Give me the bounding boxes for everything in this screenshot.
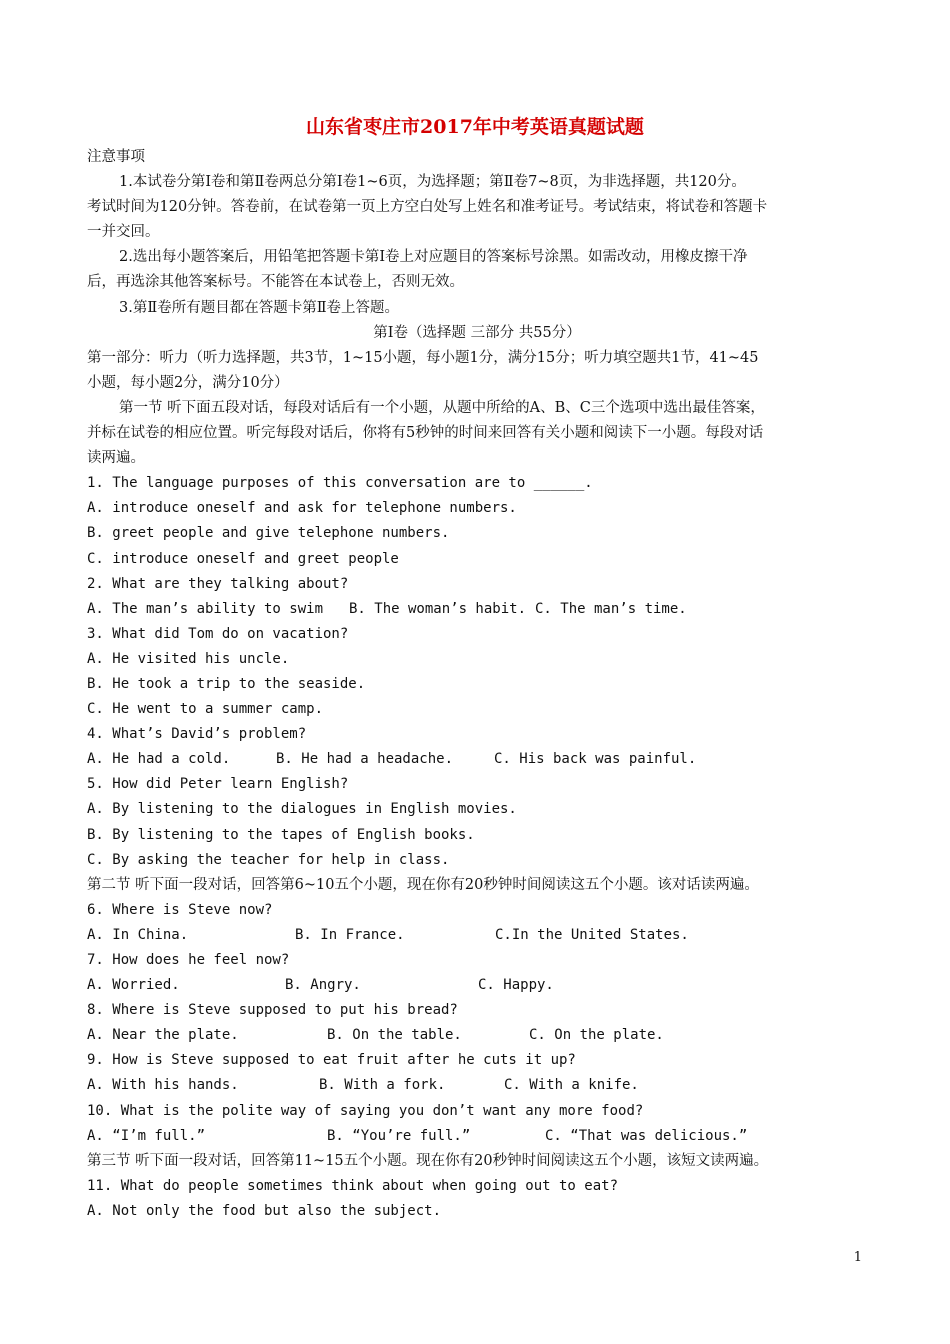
- question-11: 11. What do people sometimes think about when going out to eat?: [87, 1177, 619, 1194]
- notice-line: 考试时间为120分钟。答卷前，在试卷第一页上方空白处写上姓名和准考证号。考试结束，将试卷和答题卡: [87, 199, 768, 216]
- question-3: 3. What did Tom do on vacation?: [87, 625, 349, 642]
- option-b: B. With a fork.: [319, 1077, 446, 1094]
- option-c: C. On the plate.: [529, 1027, 664, 1044]
- exam-body: [87, 145, 867, 1224]
- option-b: B. Angry.: [285, 977, 361, 994]
- page-number: 1: [853, 1250, 862, 1265]
- option-a: A. introduce oneself and ask for telephone numbers.: [87, 500, 517, 517]
- option-a: A. The man’s ability to swim: [87, 600, 324, 617]
- option-b: B. By listening to the tapes of English books.: [87, 826, 475, 843]
- option-b: B. He had a headache.: [276, 751, 454, 768]
- options-row: [87, 973, 867, 998]
- question-7: 7. How does he feel now?: [87, 952, 290, 968]
- notice-line: 3.第Ⅱ卷所有题目都在答题卡第Ⅱ卷上答题。: [119, 299, 400, 316]
- option-c: C. Happy.: [478, 977, 554, 994]
- part1-line: 第一部分：听力（听力选择题，共3节，1~15小题，每小题1分，满分15分；听力填空题共1节，41~45: [87, 349, 759, 366]
- option-a: A. By listening to the dialogues in English movies.: [87, 801, 517, 818]
- notice-line: 一并交回。: [87, 224, 160, 241]
- option-c: C. His back was painful.: [494, 751, 697, 768]
- option-b: B. He took a trip to the seaside.: [87, 675, 366, 692]
- option-c: C. By asking the teacher for help in class.: [87, 851, 450, 868]
- page-title: 山东省枣庄市2017年中考英语真题试题: [306, 116, 644, 138]
- question-4: 4. What’s David’s problem?: [87, 726, 307, 743]
- question-9: 9. How is Steve supposed to eat fruit after he cuts it up?: [87, 1052, 576, 1069]
- options-row: [87, 747, 867, 772]
- option-c: C. He went to a summer camp.: [87, 701, 324, 718]
- sec3-instruction: 第三节 听下面一段对话，回答第11~15五个小题。现在你有20秒钟时间阅读这五个小题，该短文读两遍。: [87, 1152, 769, 1169]
- option-a: A. He visited his uncle.: [87, 650, 290, 667]
- option-b: B. The woman’s habit.: [349, 600, 527, 617]
- sec2-instruction: 第二节 听下面一段对话，回答第6~10五个小题，现在你有20秒钟时间阅读这五个小题。该对话读两遍。: [87, 876, 759, 893]
- option-a: A. “I’m full.”: [87, 1127, 206, 1144]
- option-c: C. With a knife.: [504, 1077, 639, 1094]
- option-c: C. The man’s time.: [535, 600, 687, 617]
- option-a: A. Near the plate.: [87, 1027, 239, 1044]
- option-c: C. “That was delicious.”: [545, 1127, 748, 1144]
- options-row: [87, 597, 867, 622]
- question-6: 6. Where is Steve now?: [87, 901, 273, 918]
- question-5: 5. How did Peter learn English?: [87, 776, 349, 793]
- option-c: C.In the United States.: [495, 926, 689, 943]
- question-2: 2. What are they talking about?: [87, 575, 349, 592]
- option-b: B. In France.: [295, 926, 405, 943]
- option-a: A. In China.: [87, 926, 189, 943]
- options-row: [87, 923, 867, 948]
- options-row: [87, 1124, 867, 1149]
- option-b: B. “You’re full.”: [327, 1127, 471, 1144]
- notice-line: 后，再选涂其他答案标号。不能答在本试卷上，否则无效。: [87, 274, 464, 291]
- part1-line: 小题，每小题2分，满分10分）: [87, 374, 289, 391]
- notice-line: 1.本试卷分第Ⅰ卷和第Ⅱ卷两总分第Ⅰ卷1~6页，为选择题；第Ⅱ卷7~8页，为非选择题，共120分。: [119, 174, 746, 191]
- notice-heading: 注意事项: [87, 149, 145, 165]
- option-a: A. Worried.: [87, 977, 180, 994]
- options-row: [87, 1073, 867, 1098]
- option-c: C. introduce oneself and greet people: [87, 550, 399, 567]
- question-1: 1. The language purposes of this conversation are to ______.: [87, 475, 593, 492]
- option-a: A. With his hands.: [87, 1077, 239, 1094]
- section-title: 第Ⅰ卷（选择题 三部分 共55分）: [373, 324, 581, 341]
- sec1-instruction: 第一节 听下面五段对话，每段对话后有一个小题，从题中所给的A、B、C三个选项中选出最佳答案，: [119, 399, 765, 416]
- question-10: 10. What is the polite way of saying you don’t want any more food?: [87, 1102, 644, 1119]
- sec1-instruction: 读两遍。: [87, 450, 145, 467]
- sec1-instruction: 并标在试卷的相应位置。听完每段对话后，你将有5秒钟的时间来回答有关小题和阅读下一小题。每段对话: [87, 425, 764, 442]
- options-row: [87, 1023, 867, 1048]
- option-a: A. Not only the food but also the subject.: [87, 1202, 442, 1219]
- option-a: A. He had a cold.: [87, 751, 231, 768]
- notice-line: 2.选出每小题答案后，用铅笔把答题卡第Ⅰ卷上对应题目的答案标号涂黑。如需改动，用橡皮擦干净: [119, 249, 748, 266]
- question-8: 8. Where is Steve supposed to put his bread?: [87, 1002, 458, 1019]
- option-b: B. On the table.: [327, 1027, 462, 1044]
- option-b: B. greet people and give telephone numbers.: [87, 525, 450, 542]
